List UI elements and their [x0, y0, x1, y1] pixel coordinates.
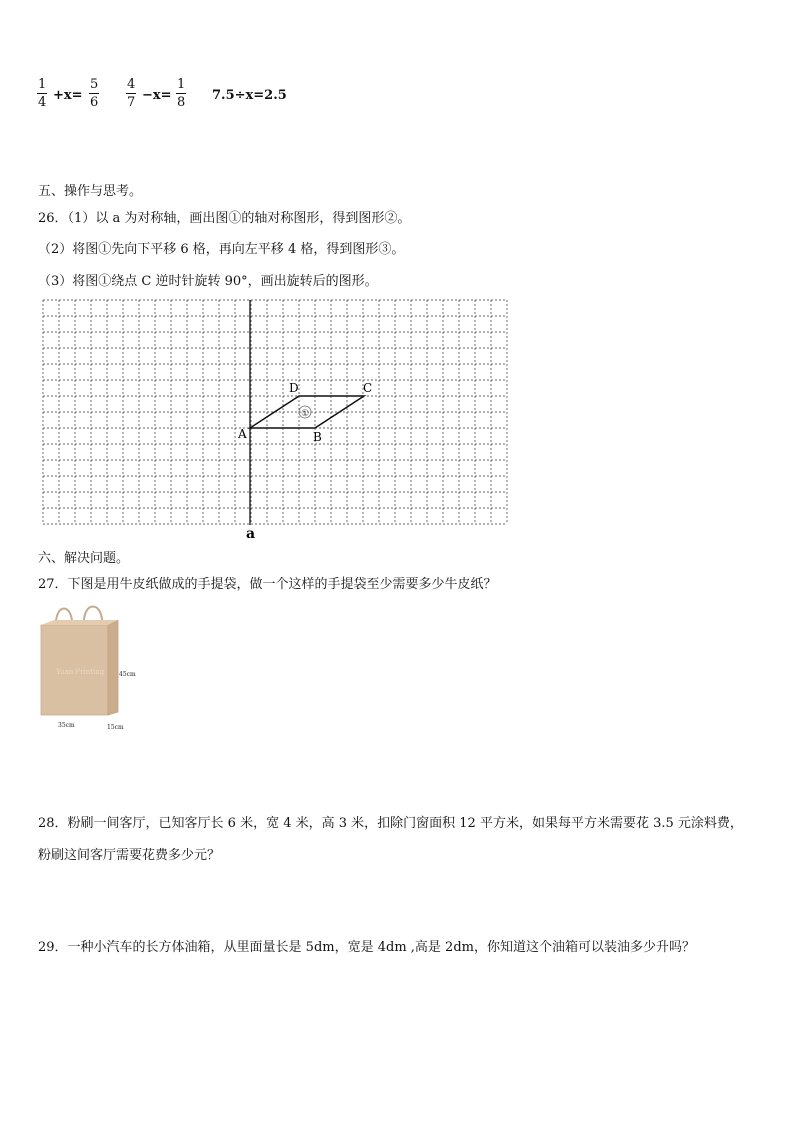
fraction: $\frac{1}{4}$ [38, 77, 47, 110]
question-28-line-2: 粉刷这间客厅需要花费多少元？ [38, 848, 221, 863]
question-28-line-1: 28．粉刷一间客厅，已知客厅长 6 米，宽 4 米，高 3 米，扣除门窗面积 12 平方米，如果每平方米需要花 3.5 元涂料费， [38, 816, 743, 831]
bag-height-label: 45cm [119, 671, 136, 678]
grid-figure [0, 0, 794, 560]
bag-length-label: 35cm [58, 722, 75, 729]
axis-a-label: a [246, 526, 256, 542]
shape-1-label: ① [300, 409, 310, 419]
bag-side [108, 620, 118, 715]
question-26-part-3: （3）将图①绕点 C 逆时针旋转 90°，画出旋转后的图形。 [38, 274, 378, 289]
section-5-title: 五、操作与思考。 [38, 184, 143, 199]
equation-3: 7.5÷x=2.5 [212, 88, 287, 103]
question-29: 29．一种小汽车的长方体油箱，从里面量长是 5dm，宽是 4dm ,高是 2dm，你知道这个油箱可以装油多少升吗？ [38, 940, 695, 955]
bag-width-label: 15cm [107, 724, 124, 731]
bag-top-rim [41, 620, 118, 625]
fraction: $\frac{5}{6}$ [90, 77, 99, 110]
section-6-title: 六、解决问题。 [38, 551, 130, 566]
question-26-part-1: 26．（1）以 a 为对称轴，画出图①的轴对称图形，得到图形②。 [38, 211, 411, 226]
question-27: 27．下图是用牛皮纸做成的手提袋，做一个这样的手提袋至少需要多少牛皮纸？ [38, 577, 497, 592]
bag-watermark: Yuan Printing [56, 668, 105, 676]
vertex-c-label: C [363, 381, 373, 395]
fraction: $\frac{1}{8}$ [177, 77, 186, 110]
vertex-d-label: D [289, 381, 299, 395]
fraction: $\frac{4}{7}$ [127, 77, 136, 110]
paper-bag-image [36, 600, 146, 735]
vertex-b-label: B [313, 430, 322, 444]
vertex-a-label: A [238, 427, 247, 441]
question-26-part-2: （2）将图①先向下平移 6 格，再向左平移 4 格，得到图形③。 [38, 242, 405, 257]
